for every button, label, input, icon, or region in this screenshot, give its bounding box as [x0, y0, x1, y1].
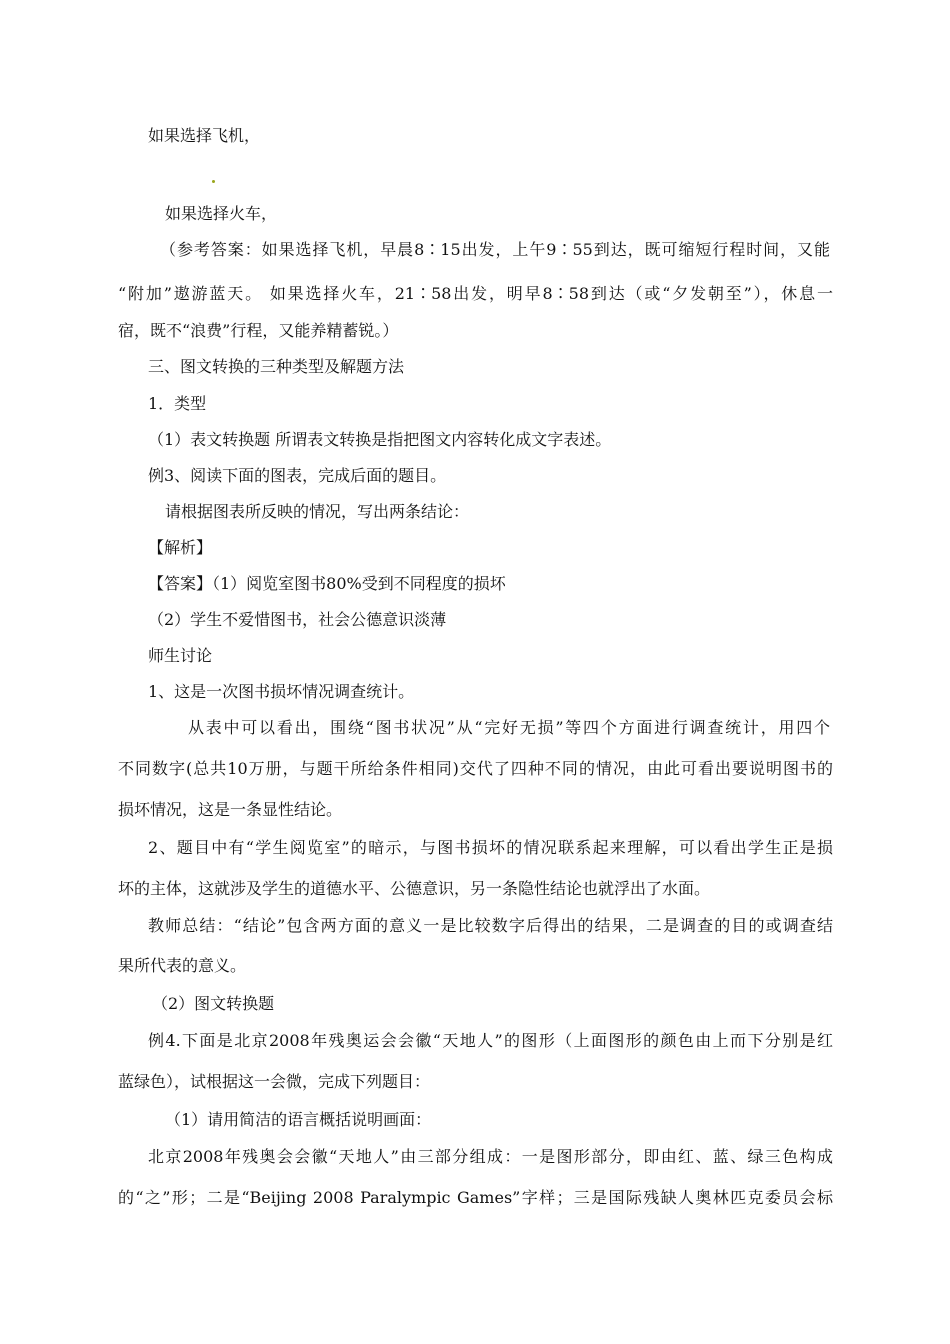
- paragraph-line: （2）学生不爱惜图书，社会公德意识淡薄: [148, 610, 447, 629]
- subheading: 1．类型: [148, 394, 207, 413]
- paragraph-line: 蓝绿色），试根据这一会微，完成下列题目：: [118, 1072, 431, 1091]
- paragraph-line: 如果选择飞机，: [148, 126, 261, 145]
- paragraph-line: 从表中可以看出，围绕“图书状况”从“完好无损”等四个方面进行调查统计，用四个: [188, 718, 830, 737]
- paragraph-line: 例4.下面是北京2008年残奥运会会徽“天地人”的图形（上面图形的颜色由上而下分别是红: [148, 1031, 833, 1050]
- paragraph-line: 2、题目中有“学生阅览室”的暗示，与图书损坏的情况联系起来理解，可以看出学生正是损: [148, 838, 833, 857]
- paragraph-line: 【答案】（1）阅览室图书80%受到不同程度的损坏: [148, 574, 506, 593]
- paragraph-line: 1、这是一次图书损坏情况调查统计。: [148, 682, 415, 701]
- paragraph-line: 的“之”形；二是“Beijing 2008 Paralympic Games”字样；三是国际残缺人奥林匹克委员会标: [118, 1188, 833, 1207]
- paragraph-line: “附加”遨游蓝天。 如果选择火车，21∶58出发，明早8∶58到达（或“夕发朝至”），休息一: [118, 284, 833, 303]
- section-heading: 三、图文转换的三种类型及解题方法: [148, 357, 405, 376]
- paragraph-line: 不同数字(总共10万册，与题干所给条件相同)交代了四种不同的情况，由此可看出要说明图书的: [118, 759, 833, 778]
- paragraph-line: （参考答案：如果选择飞机，早晨8∶15出发，上午9∶55到达，既可缩短行程时间，又能: [160, 240, 830, 259]
- paragraph-line: 【解析】: [148, 538, 213, 557]
- paragraph-line: 北京2008年残奥会会徽“天地人”由三部分组成：一是图形部分，即由红、蓝、绿三色构成: [148, 1147, 833, 1166]
- paragraph-line: 请根据图表所反映的情况，写出两条结论：: [165, 502, 470, 521]
- paragraph-line: 例3、阅读下面的图表，完成后面的题目。: [148, 466, 447, 485]
- paragraph-line: 宿，既不“浪费”行程，又能养精蓄锐。）: [118, 321, 399, 340]
- paragraph-line: （1）表文转换题 所谓表文转换是指把图文内容转化成文字表述。: [148, 430, 612, 449]
- paragraph-line: 如果选择火车，: [165, 204, 278, 223]
- paragraph-line: 果所代表的意义。: [118, 956, 247, 975]
- subheading: （2）图文转换题: [152, 994, 275, 1013]
- paragraph-line: 师生讨论: [148, 646, 213, 665]
- decorative-dot: [212, 180, 215, 183]
- paragraph-line: 教师总结：“结论”包含两方面的意义一是比较数字后得出的结果，二是调查的目的或调查结: [148, 916, 833, 935]
- paragraph-line: 损坏情况，这是一条显性结论。: [118, 800, 343, 819]
- paragraph-line: （1）请用简洁的语言概括说明画面：: [165, 1110, 432, 1129]
- paragraph-line: 坏的主体，这就涉及学生的道德水平、公德意识，另一条隐性结论也就浮出了水面。: [118, 879, 711, 898]
